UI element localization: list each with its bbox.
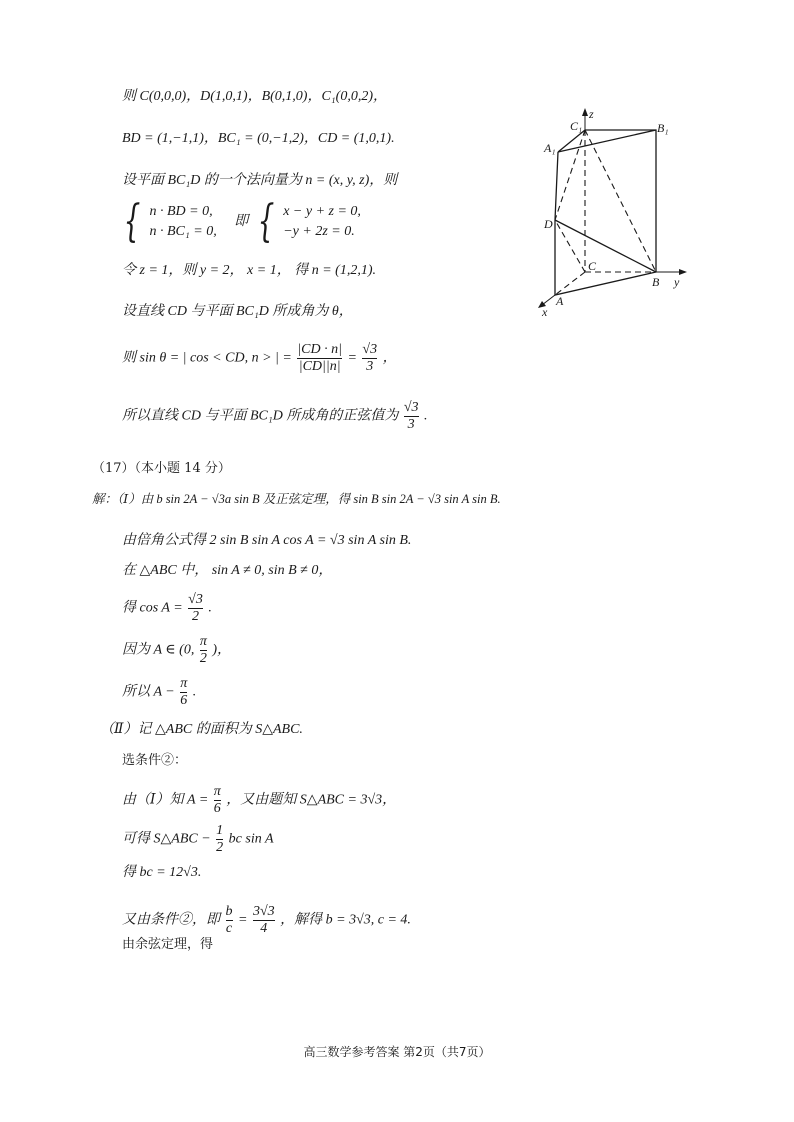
so-prefix: 所以 A −	[122, 684, 175, 700]
coordinates-line: 则 C(0,0,0)，D(1,0,1)，B(0,1,0)，C₁(0,0,2)，	[122, 89, 388, 104]
label-C1: C₁	[570, 119, 583, 133]
conclusion-denominator: 3	[404, 416, 419, 433]
bc-value-line: 得 bc = 12√3.	[122, 865, 202, 880]
label-x: x	[542, 305, 548, 319]
conclusion-fraction	[404, 400, 419, 433]
sin-comma: ，	[382, 350, 397, 366]
sin-numerator: |CD · n|	[297, 342, 342, 357]
part1-line: 解：（Ⅰ）由 b sin 2A − √3a sin B 及正弦定理，得 sin B sin 2A − √3 sin A sin B.	[92, 492, 501, 506]
system-right-eq-1: x − y + z = 0,	[283, 204, 361, 219]
because-fraction	[200, 634, 207, 667]
label-A1: A₁	[544, 141, 556, 155]
cond2-equals: =	[238, 912, 248, 928]
vectors-line: BD = (1,−1,1)，BC₁ = (0,−1,2)，CD = (1,0,1).	[122, 131, 395, 146]
cosine-rule-line: 由余弦定理，得	[122, 937, 214, 952]
from1-end: ，又由题知 S△ABC = 3√3，	[226, 792, 397, 808]
label-y: y	[674, 275, 680, 289]
page-footer: 高三数学参考答案 第2页（共7页）	[303, 1045, 491, 1059]
problem-17-header: （17）（本小题 14 分）	[92, 461, 231, 476]
cos-prefix: 得 cos A =	[122, 600, 183, 616]
part2-line: （Ⅱ）记 △ABC 的面积为 S△ABC.	[100, 722, 303, 737]
label-B1: B₁	[657, 121, 669, 135]
double-angle-line: 由倍角公式得 2 sin B sin A cos A = √3 sin A sin B.	[122, 533, 412, 548]
cos-numerator: √3	[188, 592, 203, 607]
so-a-line	[122, 676, 196, 709]
cos-a-line	[122, 592, 212, 625]
prism-figure	[530, 100, 700, 320]
get-prefix: 可得 S△ABC −	[122, 831, 211, 847]
ratio-denominator: 4	[253, 920, 275, 937]
in-triangle-line: 在 △ABC 中， sin A ≠ 0, sin B ≠ 0，	[122, 563, 333, 578]
c-denominator: c	[225, 921, 233, 936]
label-D: D	[544, 217, 553, 231]
sin-denominator: |CD||n|	[298, 359, 341, 374]
edge-C1-D	[555, 130, 585, 220]
sin-equals: =	[347, 350, 357, 366]
b-numerator: b	[225, 904, 233, 919]
conclusion-16-line	[122, 400, 428, 433]
sin-result-numerator: √3	[362, 342, 378, 357]
edge-D-B	[555, 220, 656, 272]
because-numerator: π	[199, 634, 207, 649]
label-C: C	[588, 259, 597, 273]
because-line	[122, 634, 231, 667]
area-formula-line	[122, 823, 274, 856]
system-left-eq-2: n · BC₁ = 0,	[149, 224, 217, 239]
so-numerator: π	[180, 676, 188, 691]
label-B: B	[652, 275, 660, 289]
left-brace: {	[123, 196, 141, 247]
equation-system	[118, 196, 361, 247]
system-left-column	[150, 202, 217, 242]
cos-denominator: 2	[188, 608, 203, 625]
angle-theta-line: 设直线 CD 与平面 BC₁D 所成角为 θ，	[122, 304, 353, 319]
so-denominator: 6	[180, 693, 188, 708]
from1-denominator: 6	[213, 801, 221, 816]
cos-end: .	[208, 600, 212, 616]
prism-solid-edges	[555, 130, 656, 295]
system-ji: 即	[234, 214, 249, 230]
so-end: .	[192, 684, 197, 700]
let-z-line: 令 z = 1，则 y = 2， x = 1， 得 n = (1,2,1).	[122, 263, 376, 278]
conclusion-prefix: 所以直线 CD 与平面 BC₁D 所成角的正弦值为	[122, 408, 399, 424]
system-right-eq-2: −y + 2z = 0.	[283, 224, 355, 239]
conclusion-numerator: √3	[403, 400, 419, 415]
b-over-c-fraction	[226, 904, 233, 937]
ratio-fraction	[253, 904, 275, 937]
because-denominator: 2	[199, 651, 207, 666]
system-right-column	[283, 202, 361, 242]
because-end: )，	[212, 642, 232, 658]
so-fraction	[180, 676, 187, 709]
condition2-line	[122, 904, 411, 937]
from1-numerator: π	[213, 784, 221, 799]
from1-prefix: 由（Ⅰ）知 A =	[122, 792, 209, 808]
right-brace: {	[257, 196, 275, 247]
system-left-eq-1: n · BD = 0,	[149, 204, 213, 219]
sin-theta-line	[122, 342, 397, 375]
get-end: bc sin A	[228, 831, 274, 847]
half-denominator: 2	[216, 840, 224, 855]
sin-prefix: 则 sin θ = | cos < CD, n > | =	[122, 350, 292, 366]
cos-fraction	[188, 592, 203, 625]
conclusion-end: .	[424, 408, 428, 424]
cond2-prefix: 又由条件②，即	[122, 912, 220, 928]
from-part1-line	[122, 784, 396, 817]
sin-result-denominator: 3	[362, 358, 377, 375]
edge-A1-B1	[558, 130, 656, 152]
cond2-end: ，解得 b = 3√3, c = 4.	[280, 912, 411, 928]
sin-result-fraction	[362, 342, 377, 375]
y-axis-arrow	[679, 269, 687, 275]
edge-C1-B	[585, 130, 656, 272]
from1-fraction	[214, 784, 221, 817]
because-prefix: 因为 A ∈ (0,	[122, 642, 195, 658]
sin-fraction	[297, 342, 342, 375]
half-numerator: 1	[216, 823, 224, 838]
label-z: z	[589, 107, 594, 121]
normal-vector-line: 设平面 BC₁D 的一个法向量为 n = (x, y, z)，则	[122, 173, 398, 188]
label-A: A	[556, 294, 564, 308]
z-axis-arrow	[582, 108, 588, 116]
choose-condition-line: 选条件②：	[122, 753, 188, 768]
half-fraction	[216, 823, 223, 856]
ratio-numerator: 3√3	[252, 904, 275, 919]
